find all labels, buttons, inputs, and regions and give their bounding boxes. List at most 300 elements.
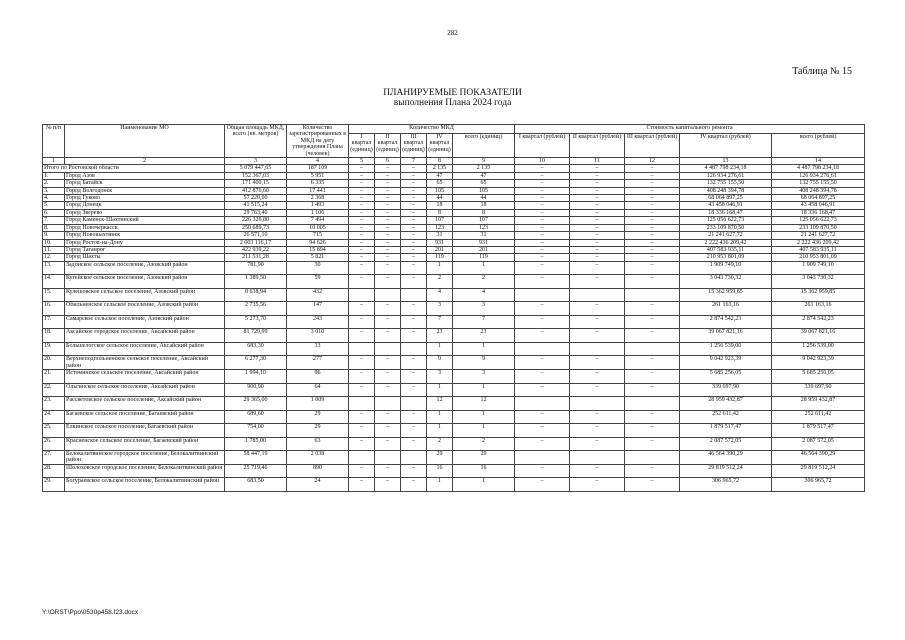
q2-units-cell: – [375, 195, 401, 202]
total-units-cell: 47 [453, 172, 515, 179]
mo-name: Багаевское сельское поселение, Багаевский район [65, 410, 225, 424]
table-row [43, 254, 865, 261]
total-cost-cell: 46 564 390,29 [772, 451, 865, 465]
residents-cell: 30 [287, 261, 349, 275]
mo-name: Город Зверево [65, 209, 225, 216]
q4-units-cell: 1 [427, 410, 453, 424]
q4-units-cell: 23 [427, 329, 453, 343]
q4-cost-cell: 407 583 935,11 [680, 246, 772, 253]
q2-cost-cell: – [570, 202, 625, 209]
mo-name: Город Шахты [65, 254, 225, 261]
q1-cost-cell: – [515, 478, 570, 492]
q2-units-cell [375, 342, 401, 356]
table-row [43, 370, 865, 384]
q1-cost-cell: – [515, 224, 570, 231]
residents-cell: 59 [287, 275, 349, 289]
q3-units-cell: – [401, 424, 427, 438]
column-number-cell: 14 [772, 158, 865, 165]
row-number: 12. [43, 254, 65, 261]
mo-name: Город Азов [65, 172, 225, 179]
q3-units-cell: – [401, 180, 427, 187]
area-cell: 211 531,28 [225, 254, 287, 261]
q2-units-cell: – [375, 424, 401, 438]
q2-cost-cell [570, 397, 625, 411]
q1-cost-cell: – [515, 329, 570, 343]
q1-units-cell: – [349, 464, 375, 478]
total-units-cell: 123 [453, 224, 515, 231]
residents-cell: 7 494 [287, 217, 349, 224]
q2-cost-cell: – [570, 217, 625, 224]
q4-units-cell: 107 [427, 217, 453, 224]
q1-units-cell: – [349, 478, 375, 492]
row-number: 6. [43, 209, 65, 216]
q2-cost-cell: – [570, 478, 625, 492]
total-units-cell: 18 [453, 202, 515, 209]
residents-cell: 15 894 [287, 246, 349, 253]
area-cell: 689,60 [225, 410, 287, 424]
area-cell: 29 763,40 [225, 209, 287, 216]
q3-cost-cell: – [625, 202, 680, 209]
q2-cost-cell: – [570, 275, 625, 289]
table-row [43, 195, 865, 202]
q4-cost-cell: 46 564 390,29 [680, 451, 772, 465]
q2-cost-cell: – [570, 239, 625, 246]
table-row [43, 187, 865, 194]
q2-cost-cell: – [570, 464, 625, 478]
area-cell: 41 515,24 [225, 202, 287, 209]
q1-units-cell: – [349, 315, 375, 329]
area-cell: 683,50 [225, 478, 287, 492]
q1-units-cell [349, 397, 375, 411]
q1-units-cell: – [349, 217, 375, 224]
q4-cost-cell: 339 697,90 [680, 383, 772, 397]
mo-name: Город Волгодонск [65, 187, 225, 194]
q1-units-cell: – [349, 172, 375, 179]
q2-cost-cell [570, 288, 625, 302]
file-path-footer: Y:\ORST\Ppo\0530p458.f23.docx [42, 609, 139, 616]
residents-cell: 63 [287, 437, 349, 451]
residents-cell: 64 [287, 383, 349, 397]
column-number-cell: 13 [680, 158, 772, 165]
mo-name: Рассветовское сельское поселение, Аксайский район [65, 397, 225, 411]
area-cell: 25 719,46 [225, 464, 287, 478]
table-label: Таблица № 15 [792, 66, 852, 77]
q3-cost-cell: – [625, 254, 680, 261]
total-cost-cell: 2 087 572,05 [772, 437, 865, 451]
table-row [43, 424, 865, 438]
q3-units-cell: – [401, 437, 427, 451]
total-units-cell: 2 [453, 275, 515, 289]
total-cost-cell: 2 222 436 209,42 [772, 239, 865, 246]
row-number: 4. [43, 195, 65, 202]
residents-cell: 17 441 [287, 187, 349, 194]
row-number: 28. [43, 464, 65, 478]
q1-units-cell: – [349, 383, 375, 397]
q3-units-cell: – [401, 383, 427, 397]
mo-name: Задонское сельское поселение, Азовский район [65, 261, 225, 275]
q3-units-cell [401, 288, 427, 302]
q2-units-cell: – [375, 261, 401, 275]
q2-cost-cell: – [570, 180, 625, 187]
total-units: 2 135 [453, 165, 515, 172]
total-units-cell: 3 [453, 302, 515, 316]
q4-units-cell: 3 [427, 302, 453, 316]
header-q1-cost: I квартал (рублей) [515, 133, 570, 157]
row-number: 13. [43, 261, 65, 275]
row-number: 1. [43, 172, 65, 179]
q3-units-cell: – [401, 254, 427, 261]
q2-units-cell: – [375, 180, 401, 187]
total-cost-cell: 28 959 432,87 [772, 397, 865, 411]
row-number: 15. [43, 288, 65, 302]
total-label: Итого по Ростовской области [43, 165, 225, 172]
q1-cost-cell [515, 342, 570, 356]
total-units-cell: 4 [453, 288, 515, 302]
table-row [43, 437, 865, 451]
total-units-cell: 31 [453, 232, 515, 239]
q2-units-cell: – [375, 202, 401, 209]
q3-units-cell: – [401, 464, 427, 478]
total-cost-cell: 1 256 539,00 [772, 342, 865, 356]
q4-cost-cell: 1 909 749,10 [680, 261, 772, 275]
table-row [43, 217, 865, 224]
q4-units-cell: 8 [427, 209, 453, 216]
header-q2-cost: II квартал (рублей) [570, 133, 625, 157]
q4-units-cell: 1 [427, 424, 453, 438]
q1-cost-cell: – [515, 370, 570, 384]
q3-units-cell: – [401, 232, 427, 239]
residents-cell: 2 038 [287, 451, 349, 465]
row-number: 11. [43, 246, 65, 253]
q1-cost-cell: – [515, 246, 570, 253]
area-cell: 26 571,10 [225, 232, 287, 239]
q2-cost-cell: – [570, 424, 625, 438]
total-cost-cell: 252 611,42 [772, 410, 865, 424]
q2-units-cell: – [375, 232, 401, 239]
q1-units-cell: – [349, 329, 375, 343]
q4-units-cell: 2 [427, 275, 453, 289]
q4-units-cell: 1 [427, 383, 453, 397]
row-number: 8. [43, 224, 65, 231]
total-cost-cell: 39 067 821,16 [772, 329, 865, 343]
q3-cost-cell: – [625, 261, 680, 275]
mo-name: Истоминское сельское поселение, Аксайский район [65, 370, 225, 384]
q3-cost-cell [625, 288, 680, 302]
table-row [43, 275, 865, 289]
total-units-cell: 107 [453, 217, 515, 224]
total-units-cell: 1 [453, 424, 515, 438]
q4-units-cell: 123 [427, 224, 453, 231]
q4-units-cell: 31 [427, 232, 453, 239]
area-cell: 152 367,03 [225, 172, 287, 179]
table-row [43, 451, 865, 465]
q2-units-cell: – [375, 383, 401, 397]
q1-cost-cell: – [515, 217, 570, 224]
residents-cell: 277 [287, 356, 349, 370]
mo-name: Кулешовское сельское поселение, Азовский район [65, 288, 225, 302]
q1-cost-cell: – [515, 202, 570, 209]
area-cell: 1 785,00 [225, 437, 287, 451]
q4-units-cell: 29 [427, 451, 453, 465]
row-number: 17. [43, 315, 65, 329]
total-cost-cell: 306 965,72 [772, 478, 865, 492]
area-cell: 2 003 116,17 [225, 239, 287, 246]
q2-units-cell: – [375, 209, 401, 216]
q3-units-cell: – [401, 302, 427, 316]
subtitle-line: выполнения Плана 2024 года [393, 98, 512, 108]
page-number: 282 [447, 29, 458, 37]
table-row [43, 224, 865, 231]
q4-units-cell: 4 [427, 288, 453, 302]
q2-units-cell [375, 397, 401, 411]
total-cost-cell: 407 583 935,11 [772, 246, 865, 253]
row-number: 3. [43, 187, 65, 194]
q3-cost-cell: – [625, 437, 680, 451]
q1-cost-cell: – [515, 180, 570, 187]
table-row [43, 172, 865, 179]
area-cell: 1 994,10 [225, 370, 287, 384]
q2-cost-cell: – [570, 254, 625, 261]
table-row [43, 246, 865, 253]
row-number: 20. [43, 356, 65, 370]
total-cost-cell: 18 336 168,47 [772, 209, 865, 216]
column-number-row [43, 158, 865, 165]
q4-units-cell: 47 [427, 172, 453, 179]
q1-units-cell: – [349, 261, 375, 275]
total-units-cell: 1 [453, 342, 515, 356]
table-row [43, 261, 865, 275]
q4-cost-cell: 132 755 155,50 [680, 180, 772, 187]
q1-cost-cell: – [515, 254, 570, 261]
q1-units-cell: – [349, 437, 375, 451]
total-units-cell: 201 [453, 246, 515, 253]
q4-units-cell: 3 [427, 370, 453, 384]
q2-units-cell: – [375, 356, 401, 370]
q1-cost-cell [515, 451, 570, 465]
table-row [43, 239, 865, 246]
total-c3: – [625, 165, 680, 172]
q1-units-cell: – [349, 356, 375, 370]
table-row [43, 342, 865, 356]
total-cost-cell: 408 248 394,78 [772, 187, 865, 194]
mo-name: Город Гуково [65, 195, 225, 202]
q3-cost-cell: – [625, 187, 680, 194]
q4-cost-cell: 39 067 821,16 [680, 329, 772, 343]
area-cell: 250 689,73 [225, 224, 287, 231]
residents-cell: 1 493 [287, 202, 349, 209]
header-num: № п/п [43, 125, 65, 158]
header-total-units: всего (единиц) [453, 133, 515, 157]
total-cost-cell: 5 685 256,05 [772, 370, 865, 384]
q3-units-cell: – [401, 329, 427, 343]
q4-cost-cell: 5 685 256,05 [680, 370, 772, 384]
q2-cost-cell: – [570, 302, 625, 316]
q2-units-cell: – [375, 302, 401, 316]
q4-cost-cell: 125 056 622,73 [680, 217, 772, 224]
table-row [43, 397, 865, 411]
total-units-cell: 9 [453, 356, 515, 370]
q2-units-cell: – [375, 187, 401, 194]
q1-cost-cell: – [515, 356, 570, 370]
header-q4-cost: IV квартал (рублей) [680, 133, 772, 157]
row-number: 29. [43, 478, 65, 492]
total-c1: – [515, 165, 570, 172]
q3-cost-cell [625, 342, 680, 356]
area-cell: 5 273,70 [225, 315, 287, 329]
q1-units-cell: – [349, 209, 375, 216]
residents-cell: 3 010 [287, 329, 349, 343]
q4-cost-cell: 306 965,72 [680, 478, 772, 492]
q3-cost-cell: – [625, 232, 680, 239]
q4-units-cell: 2 [427, 437, 453, 451]
header-row-1 [43, 125, 865, 134]
q1-cost-cell: – [515, 209, 570, 216]
total-units-cell: 119 [453, 254, 515, 261]
total-units-cell: 7 [453, 315, 515, 329]
mo-name: Аксайское городское поселение, Аксайский район [65, 329, 225, 343]
residents-cell: 10 005 [287, 224, 349, 231]
header-total-cost: всего (рублей) [772, 133, 865, 157]
q1-units-cell: – [349, 180, 375, 187]
q4-cost-cell: 29 819 512,24 [680, 464, 772, 478]
q3-cost-cell: – [625, 180, 680, 187]
q1-cost-cell: – [515, 232, 570, 239]
table-row [43, 383, 865, 397]
residents-cell: 29 [287, 424, 349, 438]
q1-units-cell: – [349, 224, 375, 231]
residents-cell: 6 335 [287, 180, 349, 187]
q3-cost-cell [625, 451, 680, 465]
header-q2-units: II квартал (единиц) [375, 133, 401, 157]
total-cost-cell: 126 934 276,61 [772, 172, 865, 179]
q1-cost-cell [515, 288, 570, 302]
q1-cost-cell: – [515, 410, 570, 424]
total-units-cell: 3 [453, 370, 515, 384]
q4-cost-cell: 2 222 436 209,42 [680, 239, 772, 246]
q2-cost-cell: – [570, 410, 625, 424]
total-cost-cell: 132 755 155,50 [772, 180, 865, 187]
q3-cost-cell [625, 397, 680, 411]
row-number: 26. [43, 437, 65, 451]
residents-cell: 5 951 [287, 172, 349, 179]
total-units-cell: 1 [453, 261, 515, 275]
mo-name: Город Батайск [65, 180, 225, 187]
mo-name: Шолоховское городское поселение, Белокалитвинский район [65, 464, 225, 478]
area-cell: 58 447,19 [225, 451, 287, 465]
q4-cost-cell: 1 879 517,47 [680, 424, 772, 438]
total-cost-cell: 68 064 897,25 [772, 195, 865, 202]
column-number-cell: 3 [225, 158, 287, 165]
q2-units-cell: – [375, 370, 401, 384]
q4-units-cell: 1 [427, 478, 453, 492]
q2-cost-cell: – [570, 187, 625, 194]
q3-cost-cell: – [625, 172, 680, 179]
q2-cost-cell: – [570, 246, 625, 253]
q2-units-cell: – [375, 315, 401, 329]
q4-cost-cell: 15 362 959,85 [680, 288, 772, 302]
total-residents: 187 109 [287, 165, 349, 172]
row-number: 7. [43, 217, 65, 224]
q4-units-cell: 1 [427, 261, 453, 275]
q1-cost-cell: – [515, 261, 570, 275]
q2-units-cell: – [375, 172, 401, 179]
total-cost-cell: 21 241 627,72 [772, 232, 865, 239]
row-number: 16. [43, 302, 65, 316]
row-number: 10. [43, 239, 65, 246]
total-units-cell: 16 [453, 464, 515, 478]
column-number-cell: 11 [570, 158, 625, 165]
residents-cell: 243 [287, 315, 349, 329]
q2-units-cell: – [375, 464, 401, 478]
q2-units-cell: – [375, 217, 401, 224]
q3-cost-cell: – [625, 246, 680, 253]
table-row [43, 288, 865, 302]
residents-cell: 33 [287, 342, 349, 356]
area-cell: 171 400,15 [225, 180, 287, 187]
q1-units-cell: – [349, 275, 375, 289]
total-cost-cell: 339 697,90 [772, 383, 865, 397]
q3-cost-cell: – [625, 217, 680, 224]
table-row [43, 478, 865, 492]
header-residents: Количество зарегистрированных в МКД на дату утверждения Плана (человек) [287, 125, 349, 158]
q1-cost-cell: – [515, 315, 570, 329]
q1-cost-cell: – [515, 424, 570, 438]
residents-cell: 1 009 [287, 397, 349, 411]
total-units-cell: 105 [453, 187, 515, 194]
q1-cost-cell: – [515, 302, 570, 316]
q2-cost-cell: – [570, 224, 625, 231]
column-number-cell: 6 [375, 158, 401, 165]
total-units-cell: 8 [453, 209, 515, 216]
area-cell: 6 277,30 [225, 356, 287, 370]
column-number-cell: 4 [287, 158, 349, 165]
q4-cost-cell: 9 042 923,39 [680, 356, 772, 370]
total-cost-cell: 261 163,16 [772, 302, 865, 316]
column-number-cell: 5 [349, 158, 375, 165]
document-title [0, 88, 905, 108]
area-cell: 8 638,94 [225, 288, 287, 302]
residents-cell: 5 821 [287, 254, 349, 261]
q2-cost-cell [570, 342, 625, 356]
q2-cost-cell: – [570, 172, 625, 179]
q2-units-cell: – [375, 239, 401, 246]
table-row [43, 202, 865, 209]
q3-cost-cell: – [625, 478, 680, 492]
mo-name: Ёлкинское сельское поселение, Багаевский район [65, 424, 225, 438]
q3-cost-cell: – [625, 195, 680, 202]
q4-units-cell: 201 [427, 246, 453, 253]
q4-units-cell: 16 [427, 464, 453, 478]
q1-cost-cell: – [515, 383, 570, 397]
area-cell: 226 326,80 [225, 217, 287, 224]
residents-cell: 96 [287, 370, 349, 384]
q4-cost-cell: 261 163,16 [680, 302, 772, 316]
q3-cost-cell: – [625, 383, 680, 397]
mo-name: Большелогское сельское поселение, Аксайский район [65, 342, 225, 356]
total-units-cell: 65 [453, 180, 515, 187]
mo-name: Город Новочеркасск [65, 224, 225, 231]
q4-units-cell: 44 [427, 195, 453, 202]
table-row [43, 329, 865, 343]
total-units-cell: 29 [453, 451, 515, 465]
total-cost-cell: 210 953 801,09 [772, 254, 865, 261]
total-units-cell: 12 [453, 397, 515, 411]
residents-cell: 432 [287, 288, 349, 302]
q4-units-cell: 7 [427, 315, 453, 329]
area-cell: 57 220,00 [225, 195, 287, 202]
total-q4: 2 135 [427, 165, 453, 172]
q1-units-cell: – [349, 302, 375, 316]
